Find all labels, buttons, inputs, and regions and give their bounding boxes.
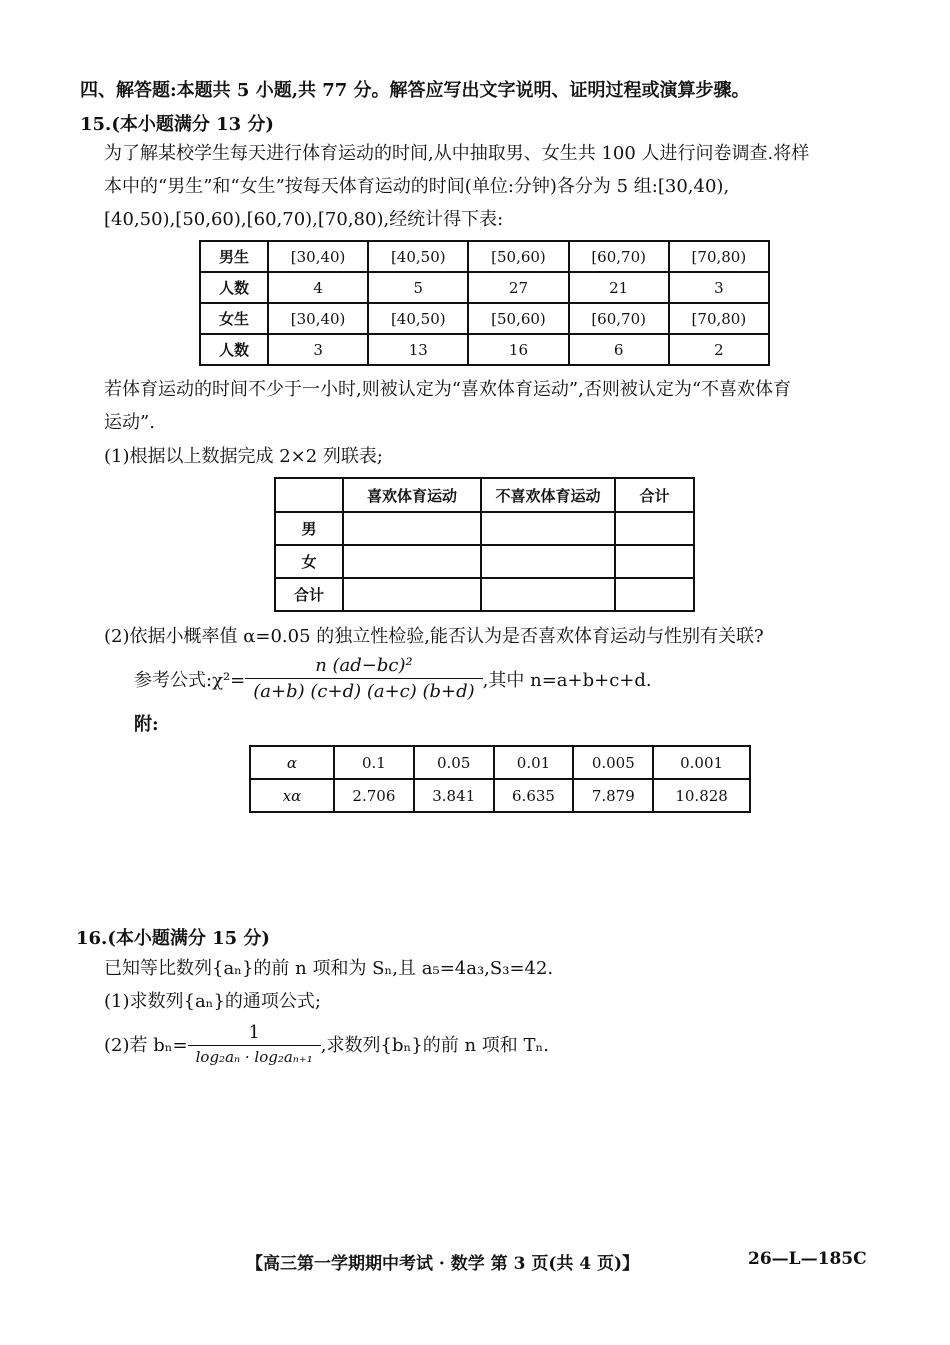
critical-values-table (249, 745, 751, 813)
x-alpha-value-cell: 2.706 (334, 779, 414, 812)
table-cell: [60,70) (569, 241, 669, 272)
table-cell: 2 (669, 334, 769, 365)
formula-fraction (245, 655, 482, 702)
table-cell: [40,50) (368, 241, 468, 272)
contingency-cell (615, 578, 694, 611)
row-label-cell: 人数 (200, 272, 268, 303)
table-cell: 4 (268, 272, 368, 303)
row-label-cell: 男生 (200, 241, 268, 272)
contingency-cell (343, 578, 481, 611)
table-cell: [50,60) (468, 241, 568, 272)
q15-part2: (2)依据小概率值 α=0.05 的独立性检验,能否认为是否喜欢体育运动与性别有关联? (104, 626, 764, 647)
q16-given: 已知等比数列{aₙ}的前 n 项和为 Sₙ,且 a₅=4a₃,S₃=42. (104, 958, 554, 979)
table-row (200, 241, 769, 272)
table-cell: [40,50) (368, 303, 468, 334)
table-cell: [60,70) (569, 303, 669, 334)
table-row (200, 303, 769, 334)
contingency-corner (275, 478, 343, 512)
contingency-table (274, 477, 695, 612)
contingency-row-total: 合计 (275, 578, 343, 611)
contingency-cell (343, 545, 481, 578)
table-cell: 27 (468, 272, 568, 303)
formula-prefix: 参考公式:χ²= (134, 669, 246, 691)
contingency-header-like: 喜欢体育运动 (343, 478, 481, 512)
q15-intro-line3: [40,50),[50,60),[60,70),[70,80),经统计得下表: (104, 209, 504, 230)
table-cell: [50,60) (468, 303, 568, 334)
chi-square-formula (134, 655, 652, 702)
row-label-cell: 人数 (200, 334, 268, 365)
q16-fraction (188, 1022, 321, 1066)
contingency-row-female: 女 (275, 545, 343, 578)
x-alpha-value-cell: 6.635 (494, 779, 574, 812)
table-cell: 5 (368, 272, 468, 303)
table-cell: 16 (468, 334, 568, 365)
contingency-cell (481, 512, 615, 545)
table-cell: 3 (268, 334, 368, 365)
alpha-value-cell: 0.05 (414, 746, 494, 779)
q16-part2 (104, 1022, 549, 1066)
x-alpha-value-cell: 3.841 (414, 779, 494, 812)
table-row (200, 334, 769, 365)
table-cell: 6 (569, 334, 669, 365)
alpha-value-cell: 0.001 (653, 746, 750, 779)
q16-header: 16.(本小题满分 15 分) (76, 928, 270, 949)
alpha-value-cell: 0.1 (334, 746, 414, 779)
table-cell: [70,80) (669, 241, 769, 272)
row-label-cell: 女生 (200, 303, 268, 334)
q15-criterion-line1: 若体育运动的时间不少于一小时,则被认定为“喜欢体育运动”,否则被认定为“不喜欢体育 (104, 379, 792, 400)
section-title: 四、解答题:本题共 5 小题,共 77 分。解答应写出文字说明、证明过程或演算步骤。 (80, 80, 750, 101)
q15-intro-line2: 本中的“男生”和“女生”按每天体育运动的时间(单位:分钟)各分为 5 组:[30,40), (104, 176, 730, 197)
q15-criterion-line2: 运动”. (104, 412, 155, 433)
x-alpha-value-cell: 10.828 (653, 779, 750, 812)
q15-part1: (1)根据以上数据完成 2×2 列联表; (104, 446, 383, 467)
formula-numerator: n (ad−bc)² (315, 655, 413, 676)
q16-numerator: 1 (248, 1022, 260, 1043)
q15-intro-line1: 为了解某校学生每天进行体育运动的时间,从中抽取男、女生共 100 人进行问卷调查.将样 (104, 143, 810, 164)
contingency-header-dislike: 不喜欢体育运动 (481, 478, 615, 512)
contingency-cell (615, 512, 694, 545)
footer-exam-info: 【高三第一学期期中考试 · 数学 第 3 页(共 4 页)】 (246, 1254, 640, 1274)
time-distribution-table (199, 240, 770, 366)
alpha-label: α (250, 746, 334, 779)
table-cell: [30,40) (268, 241, 368, 272)
table-cell: [30,40) (268, 303, 368, 334)
q16-part1: (1)求数列{aₙ}的通项公式; (104, 991, 321, 1012)
table-cell: 3 (669, 272, 769, 303)
table-row (200, 272, 769, 303)
contingency-cell (481, 578, 615, 611)
table-cell: [70,80) (669, 303, 769, 334)
contingency-cell (615, 545, 694, 578)
formula-denominator: (a+b) (c+d) (a+c) (b+d) (245, 678, 482, 702)
q16-part2-prefix: (2)若 bₙ= (104, 1035, 188, 1056)
x-alpha-value-cell: 7.879 (573, 779, 653, 812)
contingency-row-male: 男 (275, 512, 343, 545)
footer-code: 26—L—185C (748, 1249, 867, 1269)
contingency-cell (343, 512, 481, 545)
q16-denominator: log₂aₙ · log₂aₙ₊₁ (188, 1045, 321, 1066)
q16-part2-suffix: ,求数列{bₙ}的前 n 项和 Tₙ. (320, 1035, 550, 1056)
contingency-header-total: 合计 (615, 478, 694, 512)
contingency-cell (481, 545, 615, 578)
table-cell: 21 (569, 272, 669, 303)
q15-header: 15.(本小题满分 13 分) (80, 114, 274, 135)
table-cell: 13 (368, 334, 468, 365)
formula-suffix: ,其中 n=a+b+c+d. (482, 669, 652, 691)
x-alpha-label: xα (250, 779, 334, 812)
alpha-value-cell: 0.005 (573, 746, 653, 779)
alpha-value-cell: 0.01 (494, 746, 574, 779)
appendix-label: 附: (134, 714, 159, 735)
